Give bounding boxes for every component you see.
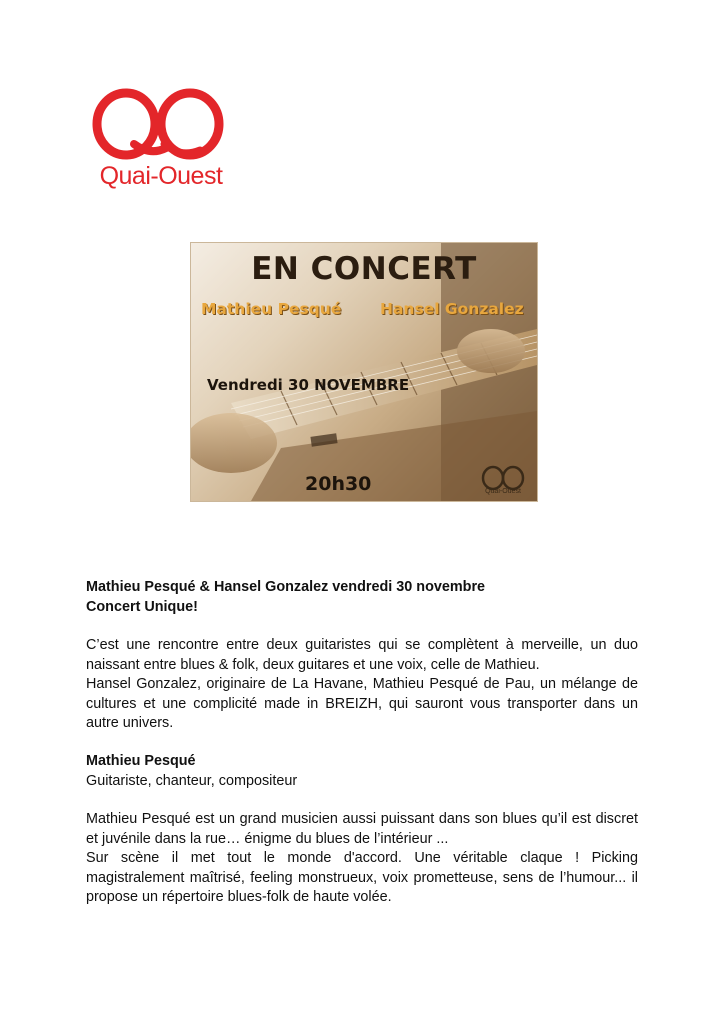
- bio-paragraph-1: Mathieu Pesqué est un grand musicien aussi puissant dans son blues qu’il est discret et juvénile dans la rue… énigme du blues de l’intérieur ...: [86, 811, 638, 847]
- poster-artist-1: Mathieu Pesqué: [201, 300, 342, 318]
- subheadline: Concert Unique!: [86, 598, 198, 615]
- artist-name: Mathieu Pesqué: [86, 753, 196, 769]
- bio-block: [86, 810, 638, 908]
- logo-text: Quai-Ouest: [99, 162, 223, 190]
- intro-paragraph-1: C’est une rencontre entre deux guitaristes qui se complètent à merveille, un duo naissant entre blues & folk, deux guitares et une voix, celle de Mathieu.: [86, 637, 638, 673]
- poster-date: Vendredi 30 NOVEMBRE: [207, 376, 410, 394]
- quai-ouest-logo: [88, 86, 228, 198]
- artist-heading: [86, 752, 638, 791]
- intro-block: [86, 636, 638, 734]
- article-heading: [86, 578, 638, 617]
- intro-paragraph-2: Hansel Gonzalez, originaire de La Havane, Mathieu Pesqué de Pau, un mélange de cultures et une complicité made in BREIZH, qui sauront vous transporter dans un autre univers.: [86, 676, 638, 731]
- qo-logo-mark-icon: [88, 86, 228, 164]
- poster-title: EN CONCERT: [251, 251, 477, 287]
- headline: Mathieu Pesqué & Hansel Gonzalez vendredi 30 novembre: [86, 579, 486, 595]
- bio-paragraph-2: Sur scène il met tout le monde d'accord. Une véritable claque ! Picking magistralement maîtrisé, feeling monstrueux, voix prometteuse, sens de l’humour... il propose un répertoire blues-folk de haute volée.: [86, 850, 638, 905]
- artist-role: Guitariste, chanteur, compositeur: [86, 772, 298, 789]
- concert-poster: [190, 242, 538, 502]
- poster-mini-logo-text: Quai-Ouest: [485, 488, 521, 495]
- poster-artist-2: Hansel Gonzalez: [380, 300, 524, 318]
- poster-time: 20h30: [305, 473, 372, 495]
